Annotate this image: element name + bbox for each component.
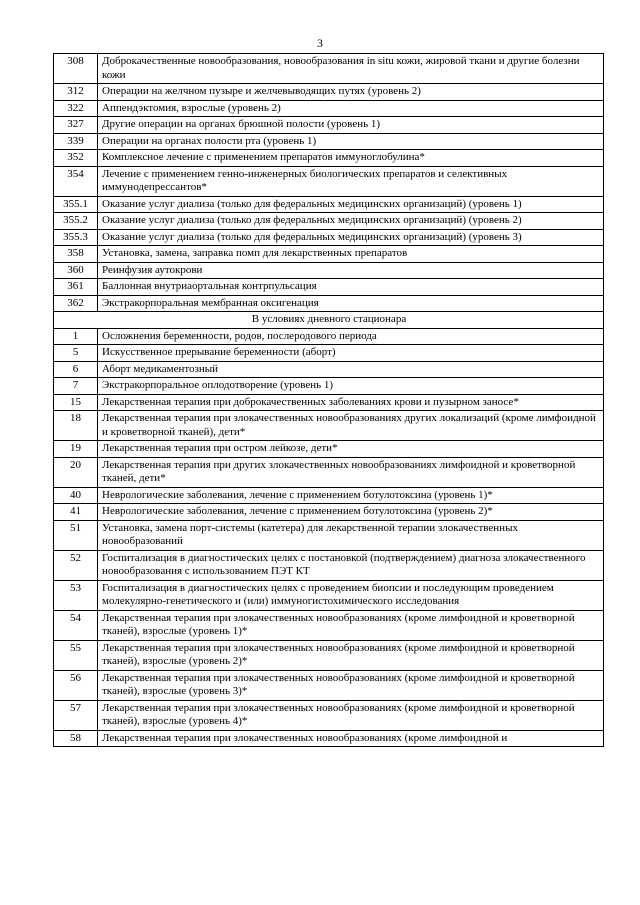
row-description: Госпитализация в диагностических целях с проведением биопсии и последующим проведением молекулярно-генетического и (или) иммуногистохимического исследования xyxy=(98,580,604,610)
section-title: В условиях дневного стационара xyxy=(54,312,604,329)
row-description: Установка, замена порт-системы (катетера) для лекарственной терапии злокачественных новообразований xyxy=(98,520,604,550)
table-row xyxy=(54,640,604,670)
table-row xyxy=(54,361,604,378)
row-description: Оказание услуг диализа (только для федеральных медицинских организаций) (уровень 3) xyxy=(98,229,604,246)
ksg-codes-table xyxy=(53,53,604,747)
table-row xyxy=(54,328,604,345)
row-code: 18 xyxy=(54,411,98,441)
row-code: 312 xyxy=(54,84,98,101)
row-code: 20 xyxy=(54,457,98,487)
row-description: Лекарственная терапия при остром лейкозе, дети* xyxy=(98,441,604,458)
table-row xyxy=(54,84,604,101)
row-description: Лекарственная терапия при злокачественных новообразованиях (кроме лимфоидной и xyxy=(98,730,604,747)
row-code: 360 xyxy=(54,262,98,279)
row-description: Неврологические заболевания, лечение с применением ботулотоксина (уровень 1)* xyxy=(98,487,604,504)
row-description: Другие операции на органах брюшной полости (уровень 1) xyxy=(98,117,604,134)
table-row xyxy=(54,166,604,196)
row-description: Доброкачественные новообразования, новообразования in situ кожи, жировой ткани и другие болезни кожи xyxy=(98,54,604,84)
codes-table-body xyxy=(54,54,604,747)
table-row xyxy=(54,610,604,640)
row-description: Оказание услуг диализа (только для федеральных медицинских организаций) (уровень 1) xyxy=(98,196,604,213)
table-row xyxy=(54,229,604,246)
row-code: 362 xyxy=(54,295,98,312)
row-code: 54 xyxy=(54,610,98,640)
row-code: 6 xyxy=(54,361,98,378)
row-code: 52 xyxy=(54,550,98,580)
row-code: 5 xyxy=(54,345,98,362)
row-description: Искусственное прерывание беременности (аборт) xyxy=(98,345,604,362)
row-description: Лекарственная терапия при злокачественных новообразованиях (кроме лимфоидной и кроветворной тканей), взрослые (уровень 1)* xyxy=(98,610,604,640)
table-row xyxy=(54,54,604,84)
table-row xyxy=(54,279,604,296)
table-row xyxy=(54,117,604,134)
table-row xyxy=(54,262,604,279)
table-row xyxy=(54,345,604,362)
row-description: Оказание услуг диализа (только для федеральных медицинских организаций) (уровень 2) xyxy=(98,213,604,230)
table-row xyxy=(54,133,604,150)
table-row xyxy=(54,504,604,521)
row-code: 19 xyxy=(54,441,98,458)
row-code: 7 xyxy=(54,378,98,395)
row-code: 41 xyxy=(54,504,98,521)
table-row xyxy=(54,441,604,458)
row-description: Операции на желчном пузыре и желчевыводящих путях (уровень 2) xyxy=(98,84,604,101)
row-code: 1 xyxy=(54,328,98,345)
row-description: Лекарственная терапия при других злокачественных новообразованиях лимфоидной и кроветворной тканей, дети* xyxy=(98,457,604,487)
row-description: Реинфузия аутокрови xyxy=(98,262,604,279)
table-row xyxy=(54,196,604,213)
row-description: Лекарственная терапия при злокачественных новообразованиях (кроме лимфоидной и кроветворной тканей), взрослые (уровень 3)* xyxy=(98,670,604,700)
row-description: Лекарственная терапия при злокачественных новообразованиях (кроме лимфоидной и кроветворной тканей), взрослые (уровень 2)* xyxy=(98,640,604,670)
row-code: 339 xyxy=(54,133,98,150)
table-row xyxy=(54,730,604,747)
table-row xyxy=(54,700,604,730)
row-description: Лекарственная терапия при злокачественных новообразованиях (кроме лимфоидной и кроветворной тканей), взрослые (уровень 4)* xyxy=(98,700,604,730)
table-row xyxy=(54,246,604,263)
row-description: Лекарственная терапия при злокачественных новообразованиях других локализаций (кроме лимфоидной и кроветворной тканей), дети* xyxy=(98,411,604,441)
row-code: 322 xyxy=(54,100,98,117)
table-row xyxy=(54,580,604,610)
table-row xyxy=(54,457,604,487)
table-row xyxy=(54,394,604,411)
row-code: 355.1 xyxy=(54,196,98,213)
table-row xyxy=(54,378,604,395)
row-code: 58 xyxy=(54,730,98,747)
section-header-row xyxy=(54,312,604,329)
row-code: 308 xyxy=(54,54,98,84)
page-number: 3 xyxy=(317,38,323,50)
row-description: Лекарственная терапия при доброкачественных заболеваниях крови и пузырном заносе* xyxy=(98,394,604,411)
table-row xyxy=(54,487,604,504)
row-description: Операции на органах полости рта (уровень 1) xyxy=(98,133,604,150)
row-code: 51 xyxy=(54,520,98,550)
table-row xyxy=(54,520,604,550)
row-description: Неврологические заболевания, лечение с применением ботулотоксина (уровень 2)* xyxy=(98,504,604,521)
row-code: 327 xyxy=(54,117,98,134)
row-code: 358 xyxy=(54,246,98,263)
row-description: Осложнения беременности, родов, послеродового периода xyxy=(98,328,604,345)
row-description: Лечение с применением генно-инженерных биологических препаратов и селективных иммунодепрессантов* xyxy=(98,166,604,196)
row-code: 361 xyxy=(54,279,98,296)
row-description: Аппендэктомия, взрослые (уровень 2) xyxy=(98,100,604,117)
row-description: Аборт медикаментозный xyxy=(98,361,604,378)
row-description: Установка, замена, заправка помп для лекарственных препаратов xyxy=(98,246,604,263)
row-code: 354 xyxy=(54,166,98,196)
row-code: 53 xyxy=(54,580,98,610)
row-code: 352 xyxy=(54,150,98,167)
table-row xyxy=(54,295,604,312)
row-code: 355.3 xyxy=(54,229,98,246)
row-code: 15 xyxy=(54,394,98,411)
table-row xyxy=(54,100,604,117)
row-code: 40 xyxy=(54,487,98,504)
row-code: 57 xyxy=(54,700,98,730)
row-description: Баллонная внутриаортальная контрпульсация xyxy=(98,279,604,296)
row-description: Экстракорпоральная мембранная оксигенация xyxy=(98,295,604,312)
row-description: Комплексное лечение с применением препаратов иммуноглобулина* xyxy=(98,150,604,167)
row-code: 56 xyxy=(54,670,98,700)
table-row xyxy=(54,670,604,700)
table-row xyxy=(54,213,604,230)
row-description: Госпитализация в диагностических целях с постановкой (подтверждением) диагноза злокачественного новообразования с использованием ПЭТ КТ xyxy=(98,550,604,580)
table-row xyxy=(54,150,604,167)
row-code: 355.2 xyxy=(54,213,98,230)
row-description: Экстракорпоральное оплодотворение (уровень 1) xyxy=(98,378,604,395)
table-row xyxy=(54,550,604,580)
row-code: 55 xyxy=(54,640,98,670)
table-row xyxy=(54,411,604,441)
